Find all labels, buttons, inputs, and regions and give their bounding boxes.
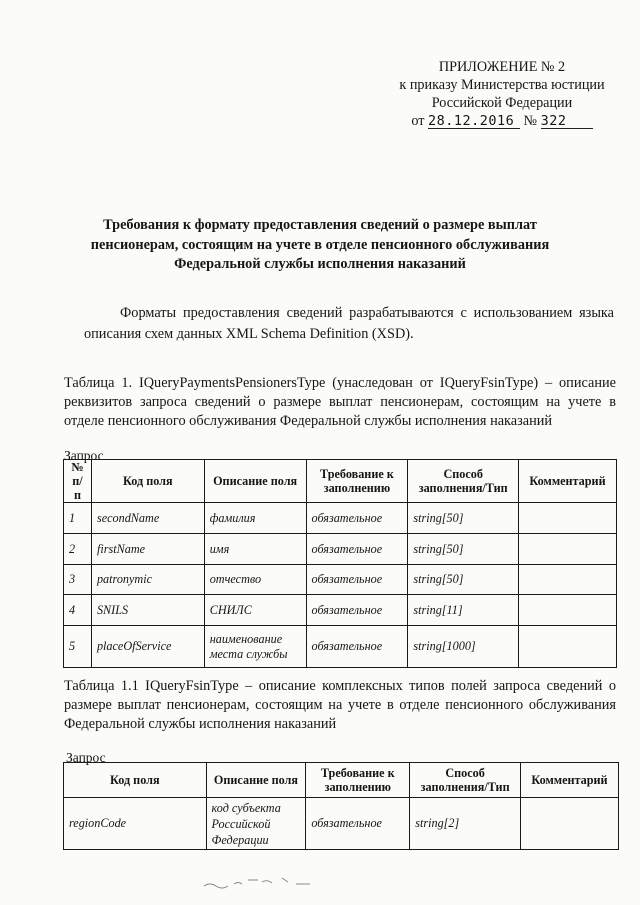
table1 — [63, 459, 617, 668]
field-description: СНИЛС — [204, 595, 306, 626]
field-comment — [519, 595, 617, 626]
field-requirement: обязательное — [306, 503, 408, 534]
number-prefix: № — [523, 113, 538, 129]
field-code: secondName — [91, 503, 204, 534]
appendix-block — [392, 58, 612, 130]
table-row — [64, 798, 619, 850]
intro-paragraph: Форматы предоставления сведений разрабатываются с использованием языка описания схем данных XML Schema Definition (XSD). — [84, 305, 614, 342]
table11-header: Способ заполнения/Тип — [410, 763, 521, 798]
appendix-order: к приказу Министерства юстиции — [399, 77, 605, 93]
order-number: 322 — [541, 114, 593, 129]
table1-caption: Таблица 1. IQueryPaymentsPensionersType (унаследован от IQueryFsinType) – описание реквизитов запроса сведений о размере выплат пенсионерам, состоящим на учете в отделе пенсионного обслуживания Федеральной службы исполнения наказаний — [64, 375, 616, 429]
table1-label: Запрос — [64, 448, 104, 463]
field-description: фамилия — [204, 503, 306, 534]
field-requirement: обязательное — [306, 595, 408, 626]
field-requirement: обязательное — [306, 565, 408, 595]
field-type: string[50] — [408, 534, 519, 565]
row-number: 1 — [64, 503, 92, 534]
field-description: наименование места службы — [204, 626, 306, 668]
table11-header: Описание поля — [206, 763, 306, 798]
field-description: отчество — [204, 565, 306, 595]
table1-header: Способ заполнения/Тип — [408, 460, 519, 503]
scan-marks — [200, 872, 340, 892]
field-comment — [519, 565, 617, 595]
table11 — [63, 762, 619, 850]
table11-label: Запрос — [66, 750, 106, 765]
table1-header: Описание поля — [204, 460, 306, 503]
row-number: 5 — [64, 626, 92, 668]
field-code: placeOfService — [91, 626, 204, 668]
order-date: 28.12.2016 — [428, 114, 520, 129]
field-code: regionCode — [64, 798, 207, 850]
table-row — [64, 534, 617, 565]
table11-header: Код поля — [64, 763, 207, 798]
table1-header: Комментарий — [519, 460, 617, 503]
field-requirement: обязательное — [306, 534, 408, 565]
table-row — [64, 565, 617, 595]
appendix-federation: Российской Федерации — [431, 95, 573, 111]
table11-header: Требование к заполнению — [306, 763, 410, 798]
field-comment — [519, 503, 617, 534]
field-description: имя — [204, 534, 306, 565]
field-code: firstName — [91, 534, 204, 565]
field-type: string[2] — [410, 798, 521, 850]
table11-header-row — [64, 763, 619, 798]
row-number: 3 — [64, 565, 92, 595]
table-row — [64, 503, 617, 534]
field-comment — [519, 534, 617, 565]
date-prefix: от — [411, 113, 425, 129]
table11-header: Комментарий — [521, 763, 619, 798]
field-type: string[1000] — [408, 626, 519, 668]
field-requirement: обязательное — [306, 798, 410, 850]
appendix-date-line — [392, 112, 612, 130]
field-comment — [519, 626, 617, 668]
field-type: string[50] — [408, 503, 519, 534]
field-requirement: обязательное — [306, 626, 408, 668]
appendix-title: ПРИЛОЖЕНИЕ № 2 — [438, 59, 566, 75]
field-description: код субъекта Российской Федерации — [206, 798, 306, 850]
table-row — [64, 626, 617, 668]
field-code: patronymic — [91, 565, 204, 595]
table-row — [64, 595, 617, 626]
field-comment — [521, 798, 619, 850]
table1-header: № п/п — [64, 460, 92, 503]
field-code: SNILS — [91, 595, 204, 626]
table1-header: Код поля — [91, 460, 204, 503]
document-title: Требования к формату предоставления сведений о размере выплат пенсионерам, состоящим на учете в отделе пенсионного обслуживания Федеральной службы исполнения наказаний — [90, 217, 550, 272]
table1-header-row — [64, 460, 617, 503]
row-number: 4 — [64, 595, 92, 626]
field-type: string[11] — [408, 595, 519, 626]
field-type: string[50] — [408, 565, 519, 595]
row-number: 2 — [64, 534, 92, 565]
table1-header: Требование к заполнению — [306, 460, 408, 503]
table11-caption: Таблица 1.1 IQueryFsinType – описание комплексных типов полей запроса сведений о размере выплат пенсионерам, состоящим на учете в отделе пенсионного обслуживания Федеральной службы исполнения наказаний — [64, 678, 616, 732]
